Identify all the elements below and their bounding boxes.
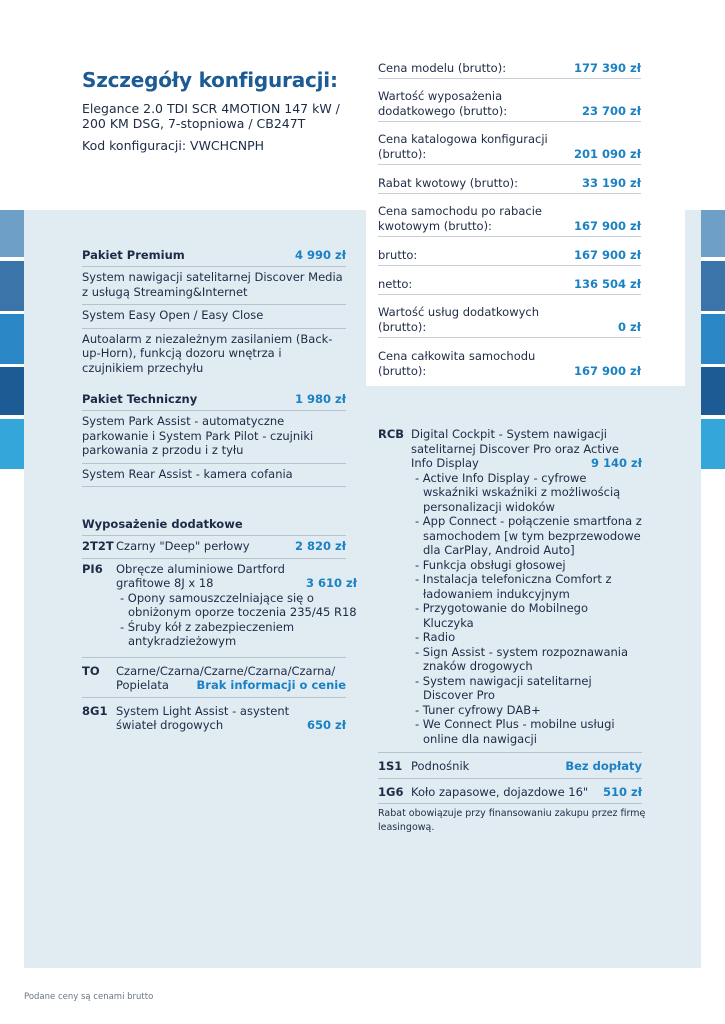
extras-title: Wyposażenie dodatkowe — [82, 517, 346, 536]
price-value: 136 504 zł — [574, 277, 641, 291]
price-value: 167 900 zł — [574, 248, 641, 262]
price-label: netto: — [378, 276, 413, 291]
price-label: Wartość usług dodatkowych (brutto): — [378, 305, 540, 334]
package-item: Autoalarm z niezależnym zasilaniem (Back-up-Horn), funkcją dozoru wnętrza i czujnikiem przechyłu — [82, 331, 333, 375]
package-price: 1 980 zł — [295, 392, 346, 406]
price-row — [378, 266, 641, 295]
option-code: 8G1 — [82, 703, 108, 718]
decor-tab-10 — [701, 419, 725, 469]
option-sub-item: - App Connect - połączenie smartfona z samochodem [w tym bezprzewodowe dla CarPlay, Android Auto] — [415, 514, 642, 557]
option-desc: Obręcze aluminiowe Dartford grafitowe 8J x 18 — [116, 561, 285, 590]
price-row — [378, 49, 641, 79]
package-item: System Park Assist - automatyczne parkowanie i System Park Pilot - czujniki parkowania z przodu i z tyłu — [82, 411, 346, 464]
decor-tab-3 — [0, 314, 24, 364]
option-sub-item: - Tuner cyfrowy DAB+ — [415, 702, 541, 717]
price-row — [378, 194, 641, 237]
option-row — [82, 559, 357, 658]
option-code: PI6 — [82, 561, 103, 576]
model-description: Elegance 2.0 TDI SCR 4MOTION 147 kW / 200 KM DSG, 7-stopniowa / CB247T — [82, 101, 340, 131]
option-sub-item: - System nawigacji satelitarnej Discover Pro — [415, 673, 592, 702]
option-sub-item: - Instalacja telefoniczna Comfort z ładowaniem indukcyjnym — [415, 572, 612, 601]
package-name: Pakiet Techniczny — [82, 392, 198, 406]
price-row — [378, 295, 641, 338]
extras-column — [378, 424, 642, 804]
option-code: TO — [82, 663, 100, 678]
price-row — [378, 122, 641, 165]
decor-tab-9 — [701, 367, 725, 415]
packages-column — [82, 248, 357, 737]
price-label: Cena całkowita samochodu (brutto): — [378, 349, 536, 378]
price-label: Cena modelu (brutto): — [378, 60, 507, 75]
option-desc: Digital Cockpit - System nawigacji satelitarnej Discover Pro oraz Active Info Display — [411, 427, 619, 470]
price-value: 167 900 zł — [574, 364, 641, 378]
option-row — [82, 698, 346, 737]
option-price: 510 zł — [603, 784, 642, 799]
package-header — [82, 392, 346, 411]
price-value: 177 390 zł — [574, 61, 641, 75]
config-code: Kod konfiguracji: VWCHCNPH — [82, 138, 265, 153]
package-item: System Rear Assist - kamera cofania — [82, 464, 346, 488]
option-sub-item: - Opony samouszczelniające się o obniżonym oporze toczenia 235/45 R18 — [120, 590, 357, 619]
option-code: 1S1 — [378, 759, 403, 773]
option-sub-item: - Sign Assist - system rozpoznawania znaków drogowych — [415, 644, 629, 673]
decor-tab-4 — [0, 367, 24, 415]
price-row-total — [378, 338, 641, 381]
config-header — [82, 68, 352, 153]
option-row — [378, 779, 642, 805]
package-price: 4 990 zł — [295, 248, 346, 262]
option-desc: System Light Assist - asystent świateł drogowych — [116, 703, 290, 732]
option-desc: Podnośnik — [411, 759, 470, 773]
option-price: 2 820 zł — [295, 539, 346, 553]
option-code: RCB — [378, 427, 405, 441]
decor-tab-8 — [701, 314, 725, 364]
option-desc: Czarny "Deep" perłowy — [116, 539, 250, 553]
option-code: 2T2T — [82, 539, 114, 553]
decor-tab-2 — [0, 261, 24, 311]
price-value: 23 700 zł — [582, 104, 641, 118]
option-sub-item: - Funkcja obsługi głosowej — [415, 557, 566, 572]
page-title: Szczegóły konfiguracji: — [82, 68, 338, 92]
decor-tab-7 — [701, 261, 725, 311]
price-value: 201 090 zł — [574, 147, 641, 161]
package-header — [82, 248, 346, 267]
price-value: 33 190 zł — [582, 176, 641, 190]
decor-tab-6 — [701, 210, 725, 257]
option-code: 1G6 — [378, 784, 404, 799]
option-row — [378, 753, 642, 779]
price-label: Wartość wyposażenia dodatkowego (brutto): — [378, 89, 508, 118]
option-price: 3 610 zł — [306, 576, 357, 590]
package-name: Pakiet Premium — [82, 248, 185, 262]
option-row — [82, 658, 346, 698]
decor-tab-5 — [0, 419, 24, 469]
option-sub-item: - Przygotowanie do Mobilnego Kluczyka — [415, 601, 588, 630]
price-value: 167 900 zł — [574, 219, 641, 233]
package-item: System Easy Open / Easy Close — [82, 305, 346, 329]
footer-note: Podane ceny są cenami brutto — [24, 992, 154, 1002]
decor-tab-1 — [0, 210, 24, 257]
option-desc: Czarne/Czarna/Czarne/Czarna/Czarna/ Popielata — [116, 663, 336, 692]
option-sub-item: - Radio — [415, 630, 456, 644]
option-price: 9 140 zł — [591, 456, 642, 470]
price-row — [378, 237, 641, 266]
option-row — [82, 536, 346, 559]
price-row — [378, 79, 641, 122]
price-label: Cena samochodu po rabacie kwotowym (brutto): — [378, 204, 542, 233]
leasing-note: Rabat obowiązuje przy finansowaniu zakupu przez firmę leasingową. — [378, 808, 646, 833]
price-label: Rabat kwotowy (brutto): — [378, 175, 519, 190]
option-sub-item: - Śruby kół z zabezpieczeniem antykradzieżowym — [120, 619, 295, 648]
option-price: 650 zł — [307, 718, 346, 732]
option-price: Bez dopłaty — [565, 759, 642, 773]
option-sub-item: - We Connect Plus - mobilne usługi online dla nawigacji — [415, 717, 615, 746]
price-row — [378, 165, 641, 194]
option-sub-item: - Active Info Display - cyfrowe wskaźniki wskaźniki z możliwością personalizacji widoków — [415, 470, 621, 514]
option-price: Brak informacji o cenie — [196, 678, 346, 692]
price-summary — [366, 49, 685, 386]
price-label: brutto: — [378, 247, 418, 262]
option-desc: Koło zapasowe, dojazdowe 16" — [411, 784, 589, 799]
price-value: 0 zł — [618, 320, 641, 334]
price-label: Cena katalogowa konfiguracji (brutto): — [378, 132, 548, 161]
option-row — [378, 424, 642, 753]
package-item: System nawigacji satelitarnej Discover Media z usługą Streaming&Internet — [82, 267, 346, 305]
